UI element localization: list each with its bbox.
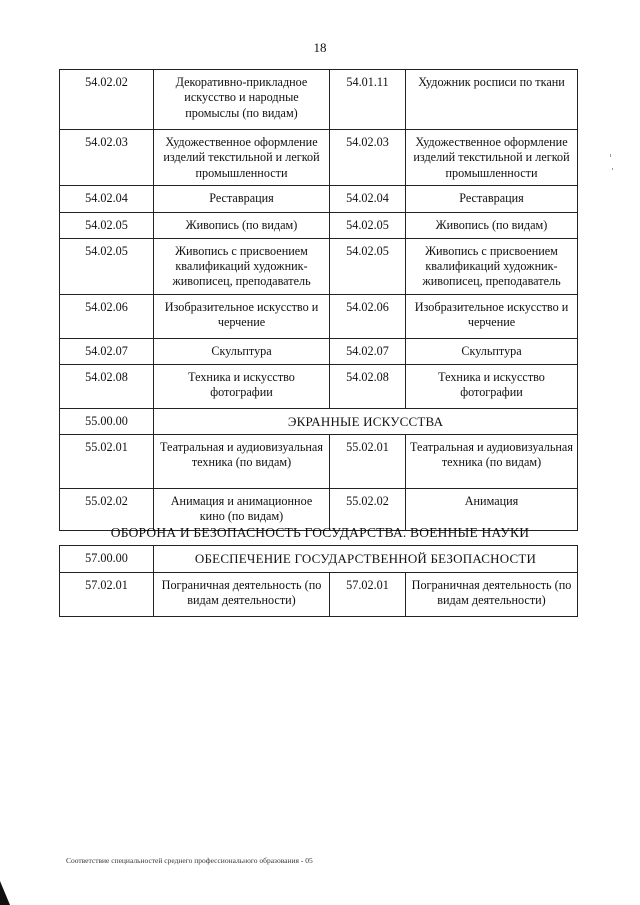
- code-left: 54.02.08: [60, 364, 154, 408]
- name-right: Живопись с присвоением квалификаций художник-живописец, преподаватель: [406, 238, 578, 294]
- name-right: Пограничная деятельность (по видам деятельности): [406, 573, 578, 617]
- name-right: Художник росписи по ткани: [406, 70, 578, 130]
- table-row: [60, 212, 578, 238]
- table-row: [60, 488, 578, 530]
- name-left: Анимация и анимационное кино (по видам): [154, 488, 330, 530]
- group-code: 55.00.00: [60, 408, 154, 434]
- table-row: [60, 338, 578, 364]
- name-right: Техника и искусство фотографии: [406, 364, 578, 408]
- name-right: Реставрация: [406, 185, 578, 212]
- footer-note: Соответствие специальностей среднего профессионального образования - 05: [66, 856, 313, 865]
- name-left: Театральная и аудиовизуальная техника (по видам): [154, 434, 330, 488]
- name-right: Скульптура: [406, 338, 578, 364]
- table-row: [60, 294, 578, 338]
- name-left: Реставрация: [154, 185, 330, 212]
- name-right: Художественное оформление изделий текстильной и легкой промышленности: [406, 130, 578, 186]
- group-row: [60, 408, 578, 434]
- scan-corner-mark: [0, 881, 10, 905]
- code-right: 54.02.07: [330, 338, 406, 364]
- table-row: [60, 364, 578, 408]
- defense-table: [59, 545, 578, 617]
- name-left: Техника и искусство фотографии: [154, 364, 330, 408]
- name-left: Художественное оформление изделий текстильной и легкой промышленности: [154, 130, 330, 186]
- code-left: 54.02.07: [60, 338, 154, 364]
- name-left: Изобразительное искусство и черчение: [154, 294, 330, 338]
- code-right: 55.02.01: [330, 434, 406, 488]
- code-right: 55.02.02: [330, 488, 406, 530]
- table-row: [60, 185, 578, 212]
- name-left: Скульптура: [154, 338, 330, 364]
- table-row: [60, 238, 578, 294]
- name-right: Изобразительное искусство и черчение: [406, 294, 578, 338]
- name-left: Живопись (по видам): [154, 212, 330, 238]
- name-right: Анимация: [406, 488, 578, 530]
- table-row: [60, 573, 578, 617]
- name-left: Декоративно-прикладное искусство и народные промыслы (по видам): [154, 70, 330, 130]
- scan-speck: [610, 154, 611, 157]
- code-left: 54.02.04: [60, 185, 154, 212]
- scan-speck: [612, 168, 613, 170]
- code-right: 54.02.05: [330, 212, 406, 238]
- code-right: 54.02.08: [330, 364, 406, 408]
- name-right: Живопись (по видам): [406, 212, 578, 238]
- specialties-table: [59, 69, 578, 531]
- table-row: [60, 70, 578, 130]
- group-code: 57.00.00: [60, 546, 154, 573]
- name-left: Пограничная деятельность (по видам деятельности): [154, 573, 330, 617]
- table-row: [60, 434, 578, 488]
- code-right: 54.02.06: [330, 294, 406, 338]
- specialties-table-body: [60, 70, 578, 531]
- code-left: 54.02.03: [60, 130, 154, 186]
- code-left: 55.02.01: [60, 434, 154, 488]
- page-number: 18: [313, 40, 327, 55]
- section-title: ОБОРОНА И БЕЗОПАСНОСТЬ ГОСУДАРСТВА. ВОЕННЫЕ НАУКИ: [110, 525, 530, 540]
- code-left: 55.02.02: [60, 488, 154, 530]
- code-left: 54.02.05: [60, 238, 154, 294]
- group-title: ЭКРАННЫЕ ИСКУССТВА: [154, 408, 578, 434]
- defense-table-body: [60, 573, 578, 617]
- name-left: Живопись с присвоением квалификаций художник-живописец, преподаватель: [154, 238, 330, 294]
- code-right: 57.02.01: [330, 573, 406, 617]
- name-right: Театральная и аудиовизуальная техника (по видам): [406, 434, 578, 488]
- group-title: ОБЕСПЕЧЕНИЕ ГОСУДАРСТВЕННОЙ БЕЗОПАСНОСТИ: [154, 546, 578, 573]
- group-row: [60, 546, 578, 573]
- code-right: 54.02.03: [330, 130, 406, 186]
- code-left: 54.02.05: [60, 212, 154, 238]
- code-left: 54.02.06: [60, 294, 154, 338]
- code-left: 57.02.01: [60, 573, 154, 617]
- code-right: 54.01.11: [330, 70, 406, 130]
- code-right: 54.02.04: [330, 185, 406, 212]
- table-row: [60, 130, 578, 186]
- code-right: 54.02.05: [330, 238, 406, 294]
- code-left: 54.02.02: [60, 70, 154, 130]
